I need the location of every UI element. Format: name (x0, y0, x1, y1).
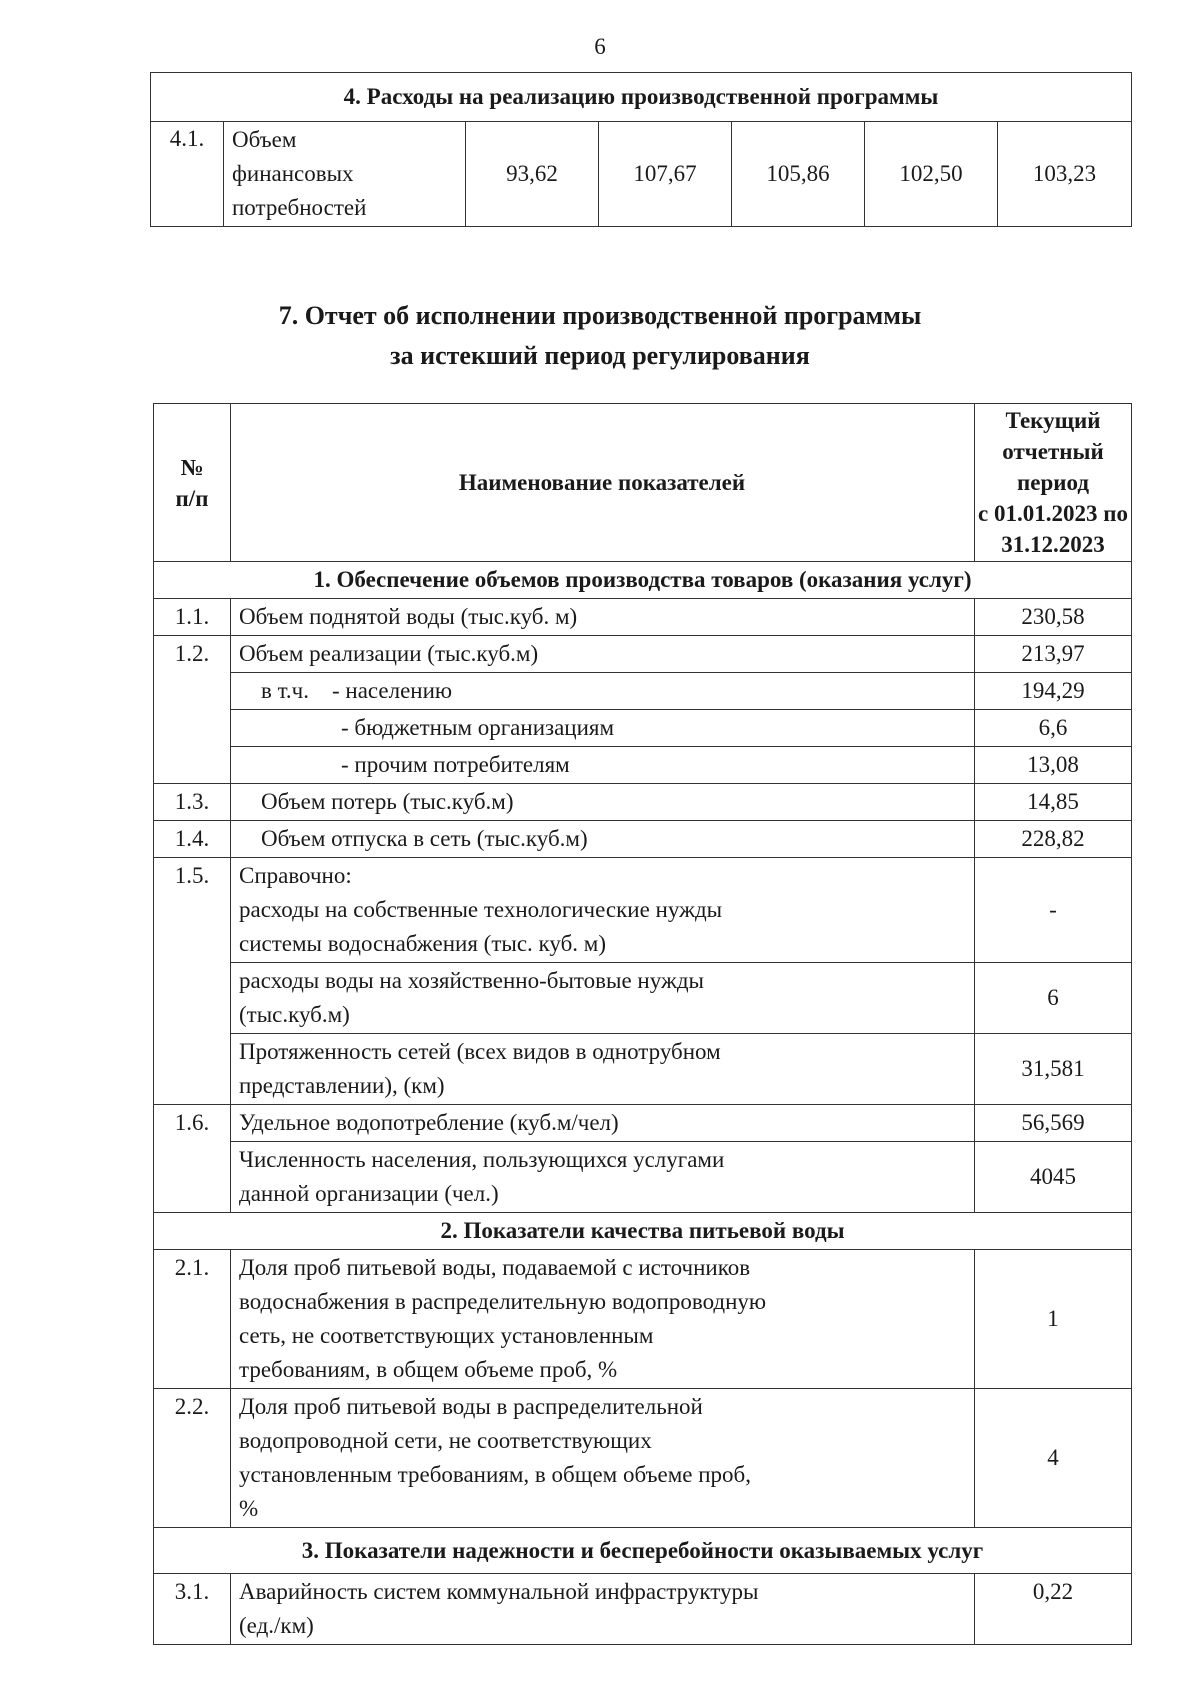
row-name-line: Справочно: (239, 863, 352, 888)
table-row (154, 1105, 1132, 1142)
row-name (231, 963, 975, 1034)
row-value: 6 (975, 963, 1132, 1034)
table-row (154, 963, 1132, 1034)
row-name (231, 1250, 975, 1389)
row-name-line: Доля проб питьевой воды, подаваемой с источников (239, 1255, 751, 1280)
row-value: 31,581 (975, 1034, 1132, 1105)
section-header: 2. Показатели качества питьевой воды (154, 1213, 1132, 1250)
row-value: 1 (975, 1250, 1132, 1389)
row-number: 1.3. (154, 784, 231, 821)
row-value: 4 (975, 1389, 1132, 1528)
row-name-text: - населению (332, 678, 453, 703)
section-row (154, 1213, 1132, 1250)
row-name-line: установленным требованиям, в общем объеме проб, (239, 1462, 751, 1487)
row-name (231, 1034, 975, 1105)
row-value: 56,569 (975, 1105, 1132, 1142)
value-cell: 103,23 (998, 122, 1132, 227)
section-row (154, 562, 1132, 599)
header-name: Наименование показателей (231, 404, 975, 562)
report-table (153, 403, 1132, 1645)
section-header: 1. Обеспечение объемов производства товаров (оказания услуг) (154, 562, 1132, 599)
value-cell: 102,50 (865, 122, 998, 227)
financial-needs-table (150, 72, 1132, 227)
row-name: Объем реализации (тыс.куб.м) (231, 636, 975, 673)
row-name: Удельное водопотребление (куб.м/чел) (231, 1105, 975, 1142)
header-num (154, 404, 231, 562)
row-number: 1.6. (154, 1105, 231, 1213)
row-name-line: данной организации (чел.) (239, 1181, 499, 1206)
header-period-line: отчетный период (1002, 439, 1104, 495)
table-row (154, 1574, 1132, 1645)
row-name-line: финансовых (232, 161, 354, 186)
row-name-line: Объем (232, 127, 297, 152)
row-value: 4045 (975, 1142, 1132, 1213)
row-name-line: системы водоснабжения (тыс. куб. м) (239, 931, 606, 956)
table-row (154, 784, 1132, 821)
row-name: Объем поднятой воды (тыс.куб. м) (231, 599, 975, 636)
row-value: 213,97 (975, 636, 1132, 673)
row-name: Объем потерь (тыс.куб.м) (231, 784, 975, 821)
row-value: 13,08 (975, 747, 1132, 784)
value-cell: 93,62 (466, 122, 599, 227)
table-row (154, 710, 1132, 747)
table-row (151, 73, 1132, 122)
row-number: 1.2. (154, 636, 231, 784)
row-name (231, 1574, 975, 1645)
header-period-line: 31.12.2023 (1001, 532, 1105, 557)
value-cell: 105,86 (732, 122, 865, 227)
section-header: 3. Показатели надежности и бесперебойности оказываемых услуг (154, 1528, 1132, 1574)
row-name-line: Аварийность систем коммунальной инфраструктуры (239, 1579, 759, 1604)
row-value: 6,6 (975, 710, 1132, 747)
header-period (975, 404, 1132, 562)
row-number: 1.5. (154, 858, 231, 1105)
header-period-line: Текущий (1005, 408, 1101, 433)
row-name-line: (тыс.куб.м) (239, 1002, 350, 1027)
row-name: Объем отпуска в сеть (тыс.куб.м) (231, 821, 975, 858)
value-cell: 107,67 (599, 122, 732, 227)
table-row (154, 1142, 1132, 1213)
table-row (154, 1389, 1132, 1528)
row-name: - прочим потребителям (231, 747, 975, 784)
table-row (154, 673, 1132, 710)
row-name-line: расходы на собственные технологические нужды (239, 897, 723, 922)
table-header-row (154, 404, 1132, 562)
table-row (154, 1034, 1132, 1105)
page-number: 6 (594, 34, 606, 59)
row-number: 2.2. (154, 1389, 231, 1528)
section-row (154, 1528, 1132, 1574)
row-name-line: водопроводной сети, не соответствующих (239, 1428, 652, 1453)
row-number: 1.1. (154, 599, 231, 636)
row-name (231, 673, 975, 710)
row-prefix: в т.ч. (261, 678, 309, 703)
row-value: 194,29 (975, 673, 1132, 710)
section-title-line1: 7. Отчет об исполнении производственной программы (278, 301, 922, 330)
row-value: - (975, 858, 1132, 963)
row-number: 1.4. (154, 821, 231, 858)
row-name (224, 122, 466, 227)
row-value: 0,22 (975, 1574, 1132, 1645)
section-header: 4. Расходы на реализацию производственной программы (151, 73, 1132, 122)
row-value: 14,85 (975, 784, 1132, 821)
row-name-line: представлении), (км) (239, 1073, 445, 1098)
row-number: 4.1. (151, 122, 224, 227)
table-row (154, 821, 1132, 858)
row-name-line: расходы воды на хозяйственно-бытовые нужды (239, 968, 704, 993)
table-row (154, 747, 1132, 784)
row-name-line: (ед./км) (239, 1613, 314, 1638)
table-row (154, 858, 1132, 963)
row-value: 228,82 (975, 821, 1132, 858)
row-number: 3.1. (154, 1574, 231, 1645)
row-name-line: Протяженность сетей (всех видов в однотрубном (239, 1039, 721, 1064)
row-name-line: потребностей (232, 195, 367, 220)
row-name-line: сеть, не соответствующих установленным (239, 1323, 654, 1348)
row-name (231, 1389, 975, 1528)
row-name-line: водоснабжения в распределительную водопроводную (239, 1289, 767, 1314)
row-name-line: Доля проб питьевой воды в распределительной (239, 1394, 703, 1419)
row-name-line: % (239, 1496, 259, 1521)
row-name-line: Численность населения, пользующихся услугами (239, 1147, 725, 1172)
section-title-line2: за истекший период регулирования (390, 341, 810, 370)
table-row (154, 636, 1132, 673)
table-row (154, 1250, 1132, 1389)
row-name (231, 858, 975, 963)
header-num-line: п/п (175, 485, 209, 511)
table-row (151, 122, 1132, 227)
row-value: 230,58 (975, 599, 1132, 636)
row-name: - бюджетным организациям (231, 710, 975, 747)
header-num-line: № (180, 454, 204, 480)
header-period-line: с 01.01.2023 по (978, 501, 1128, 526)
row-name-line: требованиям, в общем объеме проб, % (239, 1357, 618, 1382)
table-row (154, 599, 1132, 636)
row-number: 2.1. (154, 1250, 231, 1389)
row-name (231, 1142, 975, 1213)
